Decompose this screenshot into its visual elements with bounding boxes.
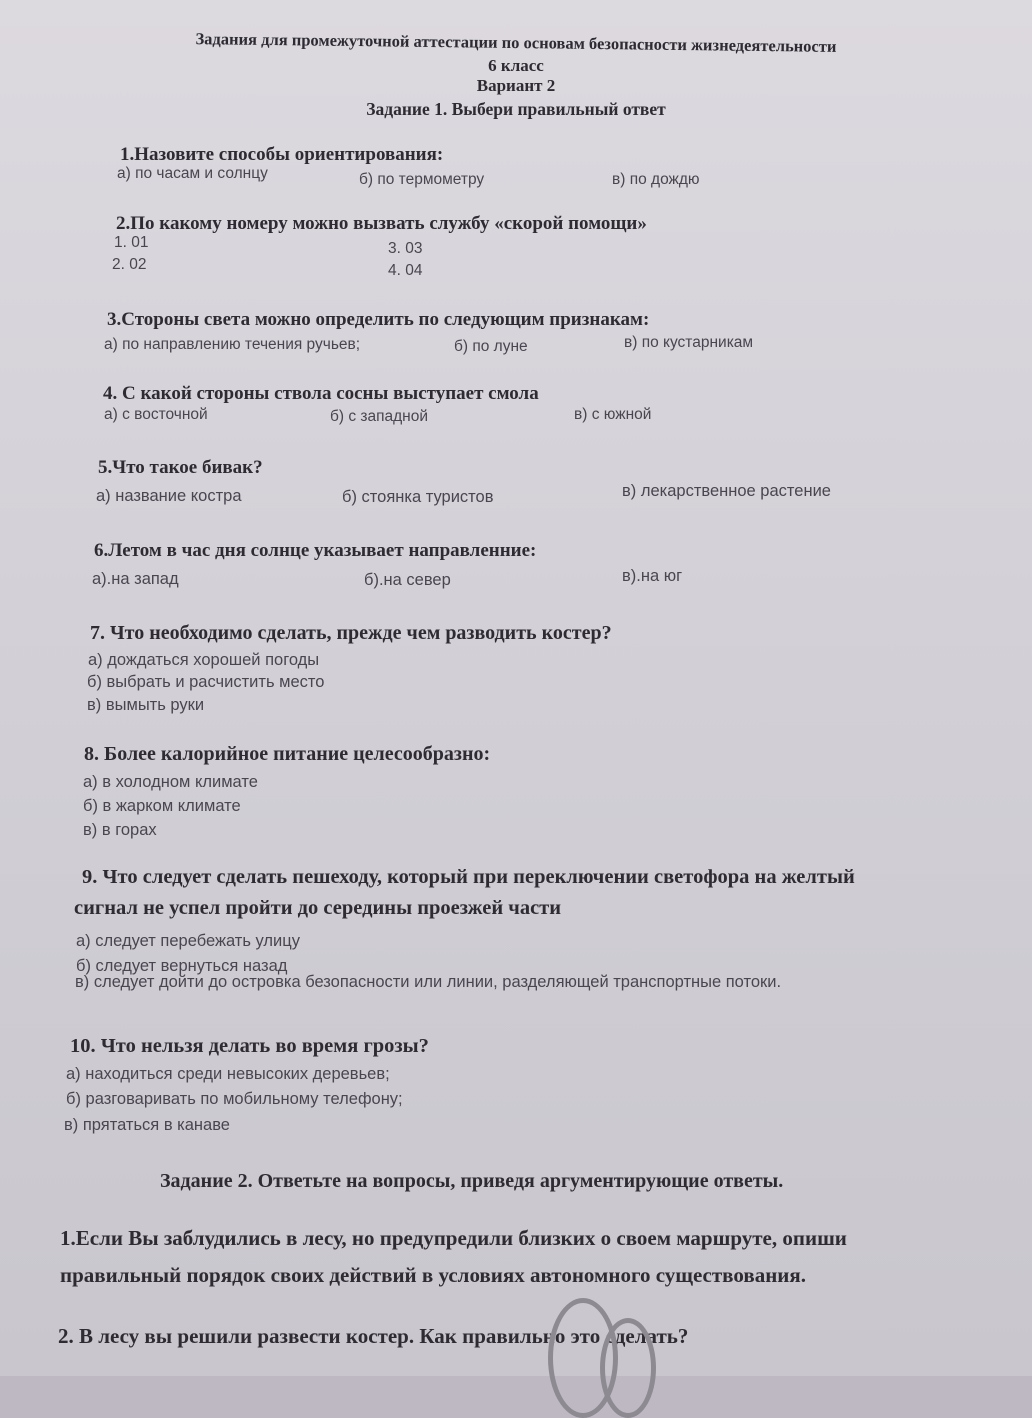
- q3-option-c: в) по кустарникам: [624, 334, 754, 351]
- q4-option-b: б) с западной: [330, 408, 429, 425]
- q9-option-c: в) следует дойти до островка безопасности или линии, разделяющей транспортные потоки.: [75, 973, 782, 991]
- question-6: 6.Летом в час дня солнце указывает направленние:: [94, 540, 537, 561]
- question-8: 8. Более калорийное питание целесообразно:: [84, 743, 491, 765]
- question-9-line2: сигнал не успел пройти до середины проезжей части: [74, 897, 562, 919]
- task2-title: Задание 2. Ответьте на вопросы, приведя аргументирующие ответы.: [160, 1170, 784, 1192]
- question-2: 2.По какому номеру можно вызвать службу «скорой помощи»: [116, 213, 647, 234]
- document-title: Задания для промежуточной аттестации по основам безопасности жизнедеятельности: [195, 29, 837, 56]
- task2-question-1-line2: правильный порядок своих действий в условиях автономного существования.: [60, 1263, 807, 1287]
- q7-option-b: б) выбрать и расчистить место: [87, 673, 325, 691]
- q7-option-c: в) вымыть руки: [87, 696, 205, 714]
- q8-option-c: в) в горах: [83, 821, 157, 839]
- q5-option-c: в) лекарственное растение: [622, 482, 831, 500]
- q3-option-b: б) по луне: [454, 338, 528, 355]
- question-5: 5.Что такое бивак?: [98, 457, 263, 478]
- q1-option-c: в) по дождю: [612, 171, 700, 188]
- task1-title: Задание 1. Выбери правильный ответ: [366, 99, 666, 119]
- q8-option-b: б) в жарком климате: [83, 797, 241, 815]
- task2-question-1-line1: 1.Если Вы заблудились в лесу, но предупредили близких о своем маршруте, опиши: [60, 1226, 847, 1250]
- q6-option-c: в).на юг: [622, 567, 683, 585]
- q4-option-c: в) с южной: [574, 406, 652, 423]
- q6-option-a: а).на запад: [92, 570, 179, 588]
- question-10: 10. Что нельзя делать во время грозы?: [70, 1035, 429, 1057]
- binder-ring-icon: [600, 1318, 656, 1418]
- q10-option-c: в) прятаться в канаве: [64, 1116, 230, 1134]
- q1-option-b: б) по термометру: [359, 171, 485, 188]
- q2-option-2: 2. 02: [112, 256, 147, 273]
- q10-option-b: б) разговаривать по мобильному телефону;: [66, 1090, 403, 1108]
- q2-option-3: 3. 03: [388, 240, 423, 257]
- question-3: 3.Стороны света можно определить по следующим признакам:: [107, 309, 650, 330]
- q8-option-a: а) в холодном климате: [83, 773, 258, 791]
- q1-option-a: а) по часам и солнцу: [117, 165, 268, 182]
- q7-option-a: а) дождаться хорошей погоды: [88, 651, 320, 669]
- question-7: 7. Что необходимо сделать, прежде чем разводить костер?: [90, 622, 612, 644]
- q9-option-b: б) следует вернуться назад: [76, 957, 288, 975]
- q10-option-a: а) находиться среди невысоких деревьев;: [66, 1065, 390, 1083]
- question-1: 1.Назовите способы ориентирования:: [120, 144, 444, 165]
- q6-option-b: б).на север: [364, 571, 451, 589]
- q9-option-a: а) следует перебежать улицу: [76, 932, 300, 950]
- q5-option-a: а) название костра: [96, 487, 242, 505]
- question-9: 9. Что следует сделать пешеходу, который при переключении светофора на желтый: [82, 866, 855, 888]
- q3-option-a: а) по направлению течения ручьев;: [104, 336, 361, 353]
- q5-option-b: б) стоянка туристов: [342, 488, 494, 506]
- q2-option-4: 4. 04: [388, 262, 423, 279]
- q2-option-1: 1. 01: [114, 234, 149, 251]
- grade-label: 6 класс: [488, 56, 544, 75]
- task2-question-2: 2. В лесу вы решили развести костер. Как правильно это сделать?: [58, 1324, 689, 1348]
- q4-option-a: а) с восточной: [104, 406, 208, 423]
- variant-label: Вариант 2: [476, 76, 556, 95]
- question-4: 4. С какой стороны ствола сосны выступает смола: [103, 383, 539, 404]
